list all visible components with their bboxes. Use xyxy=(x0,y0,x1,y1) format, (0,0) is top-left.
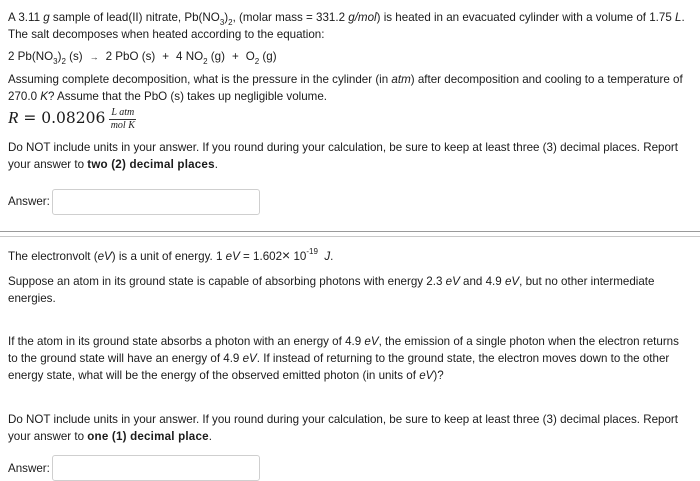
q2-answer-label: Answer: xyxy=(8,461,50,475)
q2-suppose: Suppose an atom in its ground state is capable of absorbing photons with energy 2.3 eV and 4.9 eV, but no other intermediate energies. xyxy=(8,275,655,305)
q1-answer-input[interactable] xyxy=(52,189,260,215)
q2-instructions: Do NOT include units in your answer. If you round during your calculation, be sure to keep at least three (3) decimal places. Report your answer to one (1) decimal place. xyxy=(8,413,678,443)
q1-instructions: Do NOT include units in your answer. If you round during your calculation, be sure to keep at least three (3) decimal places. Report your answer to two (2) decimal places. xyxy=(8,140,678,171)
question-2 xyxy=(8,247,686,481)
question-1 xyxy=(8,9,686,215)
question-divider-shadow xyxy=(0,236,700,237)
q1-question: Assuming complete decomposition, what is the pressure in the cylinder (in atm) after decomposition and cooling to a temperature of 270.0 K? Assume that the PbO (s) takes up negligible volume. xyxy=(8,73,683,103)
q1-intro: A 3.11 g sample of lead(II) nitrate, $Pb(NO_3)_2$, (molar mass = 331.2 g/mol) is heated in an evacuated cylinder with a volume of 1.75 L. The salt decomposes when heated according to the equation: xyxy=(8,11,685,41)
gas-constant: R = 0.08206 $\frac{\text{L atm}}{\text{mol K}}$ xyxy=(8,106,135,131)
chemical-equation: 2 $Pb(NO_3)_2$ (s) → 2 PbO (s) + 4 $NO_2$ $(g) + O_2$ (g) xyxy=(8,50,277,66)
q2-answer-input[interactable] xyxy=(52,455,260,481)
q1-answer-label: Answer: xyxy=(8,195,50,208)
q2-definition: The electronvolt (eV) is a unit of energy. 1 eV = $1.602\times 10^{-19}$ J. xyxy=(8,247,334,263)
reaction-arrow: → xyxy=(89,52,99,62)
q1-answer-row xyxy=(8,189,686,215)
question-divider xyxy=(0,231,700,232)
gas-constant-units: $\frac{\text{L atm}}{\text{mol K}}$ xyxy=(110,106,135,131)
q2-question: If the atom in its ground state absorbs a photon with an energy of 4.9 eV, the emission of a single photon when the electron returns to the ground state will have an energy of 4.9 eV. If instead of returning to the ground state, the electron moves down to the other energy state, what will be the energy of the observed emitted photon (in units of eV)? xyxy=(8,335,679,382)
q2-answer-row xyxy=(8,455,686,481)
